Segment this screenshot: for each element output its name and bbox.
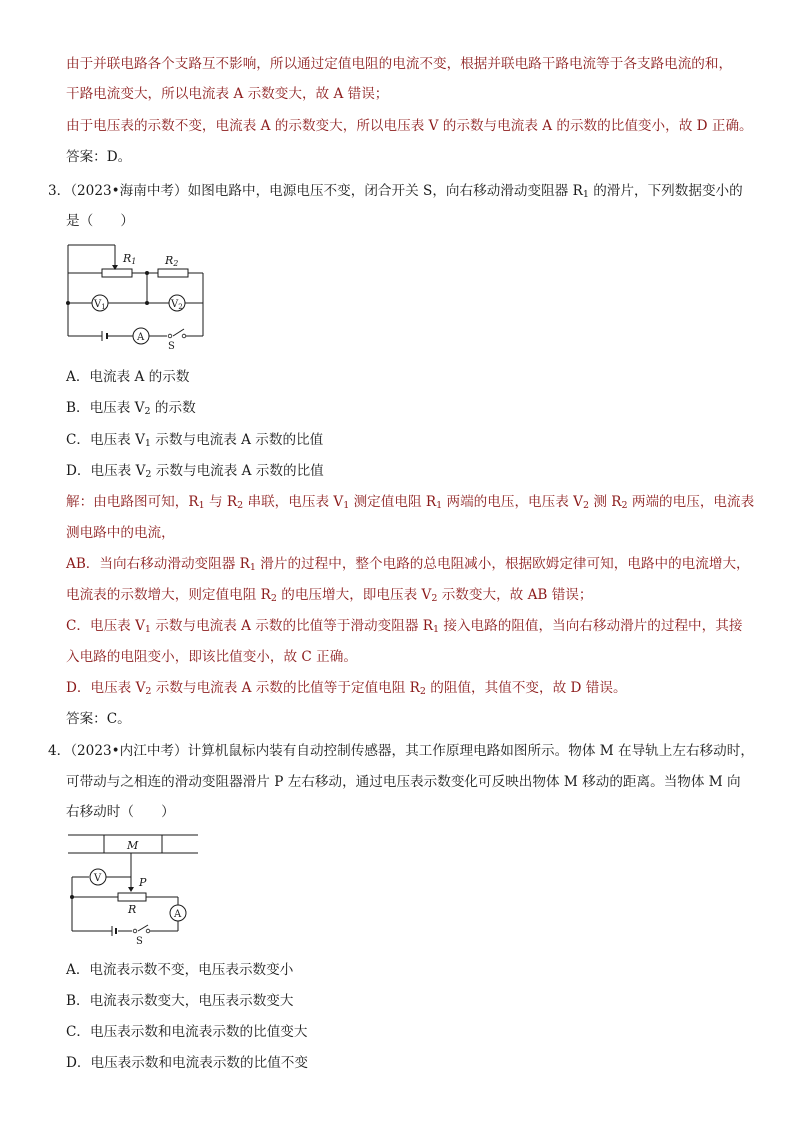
q3-sol-text: AB．当向右移动滑动变阻器 R xyxy=(66,556,250,572)
q3-answer: 答案：C。 xyxy=(66,711,131,727)
prev-solution-line-1: 由于并联电路各个支路互不影响，所以通过定值电阻的电流不变，根据并联电路干路电流等于各支路电流的和， xyxy=(66,56,733,72)
q3-stem-tail: 的滑片，下列数据变小的 xyxy=(588,183,743,199)
q3-solution-line-6: 入电路的电阻变小，即该比值变小，故 C 正确。 xyxy=(66,649,357,665)
q3-option-c-text: C．电压表 V xyxy=(66,432,145,448)
q3-solution-line-2: 测电路中的电流， xyxy=(66,525,175,541)
q4-option-b[interactable]: B．电流表示数变大，电压表示数变大 xyxy=(66,993,294,1009)
q4-option-d[interactable]: D．电压表示数和电流表示数的比值不变 xyxy=(66,1055,308,1071)
q3-sol-text: 接入电路的阻值，当向右移动滑片的过程中，其接 xyxy=(439,618,743,634)
q3-sol-text: 解：由电路图可知，R xyxy=(66,494,199,510)
q4-option-c[interactable]: C．电压表示数和电流表示数的比值变大 xyxy=(66,1024,308,1040)
q4-stem-line-1: 4．（2023•内江中考）计算机鼠标内装有自动控制传感器，其工作原理电路如图所示。物体 M 在导轨上左右移动时， xyxy=(48,743,754,759)
q3-option-a[interactable]: A．电流表 A 的示数 xyxy=(66,369,190,385)
q3-sol-text: 滑片的过程中，整个电路的总电阻减小，根据欧姆定律可知，电路中的电流增大， xyxy=(255,556,750,572)
q3-sol-sub: 1 xyxy=(144,624,151,635)
q3-sol-text: C．电压表 V xyxy=(66,618,145,634)
q3-sol-text: 两端的电压，电压表 V xyxy=(442,494,583,510)
q3-sol-text: 的电压增大，即电压表 V xyxy=(276,587,432,603)
q3-sol-sub: 2 xyxy=(145,686,152,697)
q3-sol-sub: 2 xyxy=(621,500,628,511)
q3-option-d-tail: 示数与电流表 A 示数的比值 xyxy=(151,463,324,479)
v-label: V xyxy=(94,873,102,884)
q3-option-b[interactable] xyxy=(66,398,196,418)
q3-sol-text: 电流表的示数增大，则定值电阻 R xyxy=(66,587,271,603)
p-label: P xyxy=(139,876,147,889)
prev-solution-line-3: 由于电压表的示数不变，电流表 A 的示数变大，所以电压表 V 的示数与电流表 A 的示数的比值变小，故 D 正确。 xyxy=(66,118,753,134)
q3-solution-line-1 xyxy=(66,492,754,512)
q3-sol-sub: 1 xyxy=(436,500,443,511)
q3-sol-text: 示数与电流表 A 示数的比值等于定值电阻 R xyxy=(151,680,420,696)
q3-sol-text: D．电压表 V xyxy=(66,680,146,696)
r2-label: R2 xyxy=(165,254,179,268)
q3-sol-sub: 1 xyxy=(249,562,256,573)
q3-circuit-diagram xyxy=(62,240,212,350)
q3-solution-line-3 xyxy=(66,554,750,574)
q4-option-a[interactable]: A．电流表示数不变，电压表示数变小 xyxy=(66,962,294,978)
q3-option-d[interactable] xyxy=(66,461,324,481)
q3-sol-text: 的阻值，其值不变，故 D 错误。 xyxy=(425,680,627,696)
q3-sol-text: 示数变大，故 AB 错误； xyxy=(437,587,593,603)
q3-option-c-tail: 示数与电流表 A 示数的比值 xyxy=(150,432,324,448)
prev-solution-line-2: 干路电流变大，所以电流表 A 示数变大，故 A 错误； xyxy=(66,86,389,102)
q3-option-b-sub: 2 xyxy=(144,406,151,417)
q3-sol-sub: 2 xyxy=(582,500,590,511)
q3-option-d-text: D．电压表 V xyxy=(66,463,146,479)
q3-option-d-sub: 2 xyxy=(145,469,152,480)
q3-sol-sub: 1 xyxy=(433,624,440,635)
ammeter-label: A xyxy=(137,332,145,343)
q3-option-c[interactable] xyxy=(66,430,323,450)
q3-sol-sub: 2 xyxy=(270,593,277,604)
v1-label: $V_1$ xyxy=(94,299,106,311)
q3-sol-sub: 1 xyxy=(198,500,205,511)
m-label: M xyxy=(127,839,139,852)
q3-option-b-text: B．电压表 V xyxy=(66,400,145,416)
q3-stem-sub: 1 xyxy=(582,189,589,200)
q4-stem-line-2: 可带动与之相连的滑动变阻器滑片 P 左右移动，通过电压表示数变化可反映出物体 M 移动的距离。当物体 M 向 xyxy=(66,774,741,790)
q3-solution-line-7 xyxy=(66,678,627,698)
s-label: S xyxy=(136,936,143,947)
q3-sol-text: 两端的电压，电流表 xyxy=(627,494,755,510)
q3-option-b-tail: 的示数 xyxy=(150,400,196,416)
r1-label: R1 xyxy=(123,252,137,266)
q3-solution-line-5 xyxy=(66,616,742,636)
switch-label: S xyxy=(168,341,175,350)
q3-stem-line-1 xyxy=(48,181,743,201)
prev-answer: 答案：D。 xyxy=(66,149,132,165)
q3-sol-sub: 2 xyxy=(419,686,426,697)
q3-option-c-sub: 1 xyxy=(144,438,151,449)
q3-stem-text: 3．（2023•海南中考）如图电路中，电源电压不变，闭合开关 S，向右移动滑动变阻器 R xyxy=(48,183,583,199)
q3-sol-sub: 2 xyxy=(237,500,244,511)
q3-sol-text: 测 R xyxy=(589,494,622,510)
q3-sol-text: 与 R xyxy=(204,494,238,510)
q3-stem-line-2: 是（ ） xyxy=(66,213,134,229)
v2-label: $V_2$ xyxy=(171,299,183,311)
q3-sol-sub: 2 xyxy=(431,593,438,604)
q3-sol-sub: 1 xyxy=(343,500,350,511)
q4-circuit-diagram xyxy=(66,831,206,951)
a-label: A xyxy=(174,909,182,920)
q3-sol-text: 串联，电压表 V xyxy=(243,494,344,510)
q4-stem-line-3: 右移动时（ ） xyxy=(66,804,175,820)
q3-solution-line-4 xyxy=(66,585,593,605)
q3-sol-text: 示数与电流表 A 示数的比值等于滑动变阻器 R xyxy=(150,618,433,634)
r-label: R xyxy=(128,903,137,916)
q3-sol-text: 测定值电阻 R xyxy=(349,494,437,510)
